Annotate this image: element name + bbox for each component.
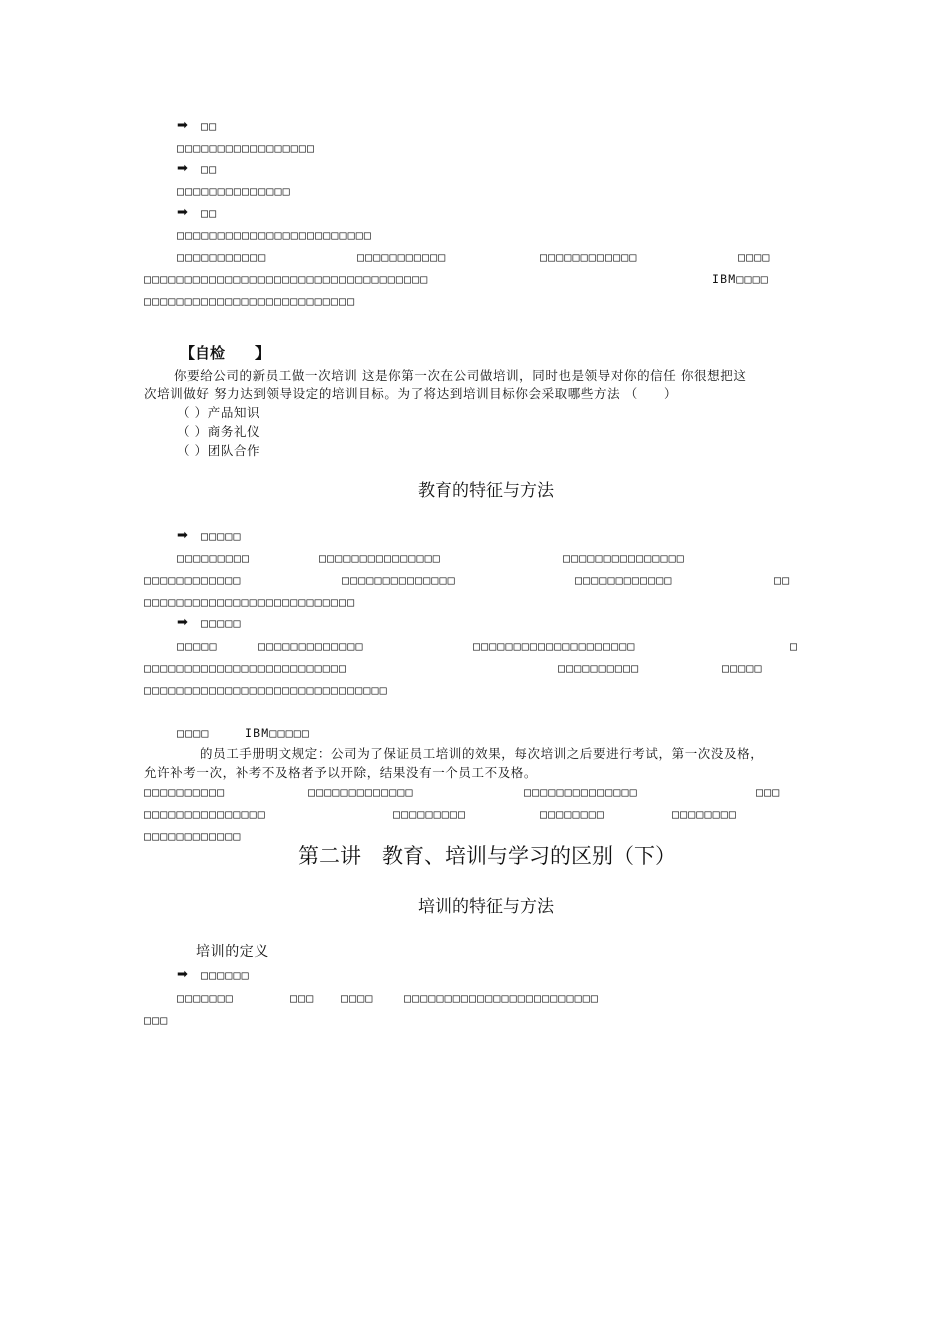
case-ibm: IBM□□□□□ [245, 726, 310, 740]
case-comment-part-a: □□□□□□□□□□ [144, 785, 226, 799]
item3-title: □□ [201, 206, 218, 220]
option-business-etiquette: （ ）商务礼仪 [177, 424, 261, 439]
para1-part-c: □□□□□□□□□□□□ [540, 250, 638, 264]
training-line2: □□□ [144, 1013, 169, 1027]
edu-sub1-title: □□□□□ [201, 529, 242, 543]
edu-sub2-part-g: □□□□□ [722, 661, 763, 675]
case-comment-part-b: □□□□□□□□□□□□□ [308, 785, 414, 799]
training-heading: 培训的特征与方法 [418, 897, 554, 917]
selfcheck-question-line1: 你要给公司的新员工做一次培训 这是你第一次在公司做培训，同时也是领导对你的信任 你很想把这 [174, 368, 747, 383]
arrow-icon: ➡ [177, 205, 189, 220]
item1-body: □□□□□□□□□□□□□□□□□ [177, 141, 316, 155]
education-heading: 教育的特征与方法 [418, 481, 554, 501]
edu-sub2-part-h: □□□□□□□□□□□□□□□□□□□□□□□□□□□□□□ [144, 683, 388, 697]
case-comment3: □□□□□□□□□□□□ [144, 829, 242, 843]
training-sub-title: □□□□□□ [201, 968, 250, 982]
training-line1-part-a: □□□□□□□ [177, 991, 234, 1005]
para1-part-a: □□□□□□□□□□□ [177, 250, 267, 264]
edu-sub2-title: □□□□□ [201, 616, 242, 630]
edu-sub1-part-b: □□□□□□□□□□□□□□□ [319, 551, 441, 565]
arrow-icon: ➡ [177, 967, 189, 982]
edu-sub1-part-h: □□□□□□□□□□□□□□□□□□□□□□□□□□ [144, 595, 356, 609]
training-line1-part-d: □□□□□□□□□□□□□□□□□□□□□□□□ [404, 991, 599, 1005]
arrow-icon: ➡ [177, 615, 189, 630]
para3: □□□□□□□□□□□□□□□□□□□□□□□□□□ [144, 294, 356, 308]
item2-title: □□ [201, 162, 218, 176]
arrow-icon: ➡ [177, 528, 189, 543]
arrow-icon: ➡ [177, 161, 189, 176]
training-line1-part-c: □□□□ [341, 991, 374, 1005]
case-comment-part-c: □□□□□□□□□□□□□□ [524, 785, 638, 799]
case-label: □□□□ [177, 726, 210, 740]
selfcheck-title: 【自检 】 [180, 344, 271, 362]
edu-sub2-part-e: □□□□□□□□□□□□□□□□□□□□□□□□□ [144, 661, 348, 675]
edu-sub2-part-b: □□□□□□□□□□□□□ [258, 639, 364, 653]
option-product-knowledge: （ ）产品知识 [177, 405, 261, 420]
case-comment2-part-b: □□□□□□□□□ [393, 807, 467, 821]
edu-sub1-part-c: □□□□□□□□□□□□□□□ [563, 551, 685, 565]
para1-part-d: □□□□ [738, 250, 771, 264]
selfcheck-question-line2: 次培训做好 努力达到领导设定的培训目标。为了将达到培训目标你会采取哪些方法 （ ） [144, 386, 678, 401]
para1-part-b: □□□□□□□□□□□ [357, 250, 447, 264]
para2-ibm: IBM□□□□ [712, 272, 769, 286]
lecture2-title: 第二讲 教育、培训与学习的区别（下） [298, 844, 676, 868]
edu-sub2-part-f: □□□□□□□□□□ [558, 661, 640, 675]
item1-title: □□ [201, 119, 218, 133]
edu-sub1-part-d: □□□□□□□□□□□□ [144, 573, 242, 587]
training-line1-part-b: □□□ [290, 991, 315, 1005]
edu-sub2-part-a: □□□□□ [177, 639, 218, 653]
item3-body: □□□□□□□□□□□□□□□□□□□□□□□□ [177, 228, 372, 242]
training-definition-title: 培训的定义 [196, 944, 269, 960]
case-comment2-part-c: □□□□□□□□ [540, 807, 605, 821]
edu-sub1-part-f: □□□□□□□□□□□□ [575, 573, 673, 587]
edu-sub1-part-g: □□ [774, 573, 791, 587]
edu-sub2-part-d: □ [790, 639, 799, 653]
arrow-icon: ➡ [177, 118, 189, 133]
edu-sub1-part-a: □□□□□□□□□ [177, 551, 251, 565]
edu-sub2-part-c: □□□□□□□□□□□□□□□□□□□□ [473, 639, 636, 653]
para2-part-a: □□□□□□□□□□□□□□□□□□□□□□□□□□□□□□□□□□□ [144, 272, 429, 286]
case-text-line2: 允许补考一次，补考不及格者予以开除，结果没有一个员工不及格。 [144, 765, 538, 780]
edu-sub1-part-e: □□□□□□□□□□□□□□ [342, 573, 456, 587]
case-comment2-part-d: □□□□□□□□ [672, 807, 737, 821]
case-comment-part-d: □□□ [756, 785, 781, 799]
case-comment2-part-a: □□□□□□□□□□□□□□□ [144, 807, 266, 821]
option-teamwork: （ ）团队合作 [177, 443, 261, 458]
item2-body: □□□□□□□□□□□□□□ [177, 184, 291, 198]
case-text-line1: 的员工手册明文规定：公司为了保证员工培训的效果，每次培训之后要进行考试，第一次没及格， [200, 746, 764, 761]
